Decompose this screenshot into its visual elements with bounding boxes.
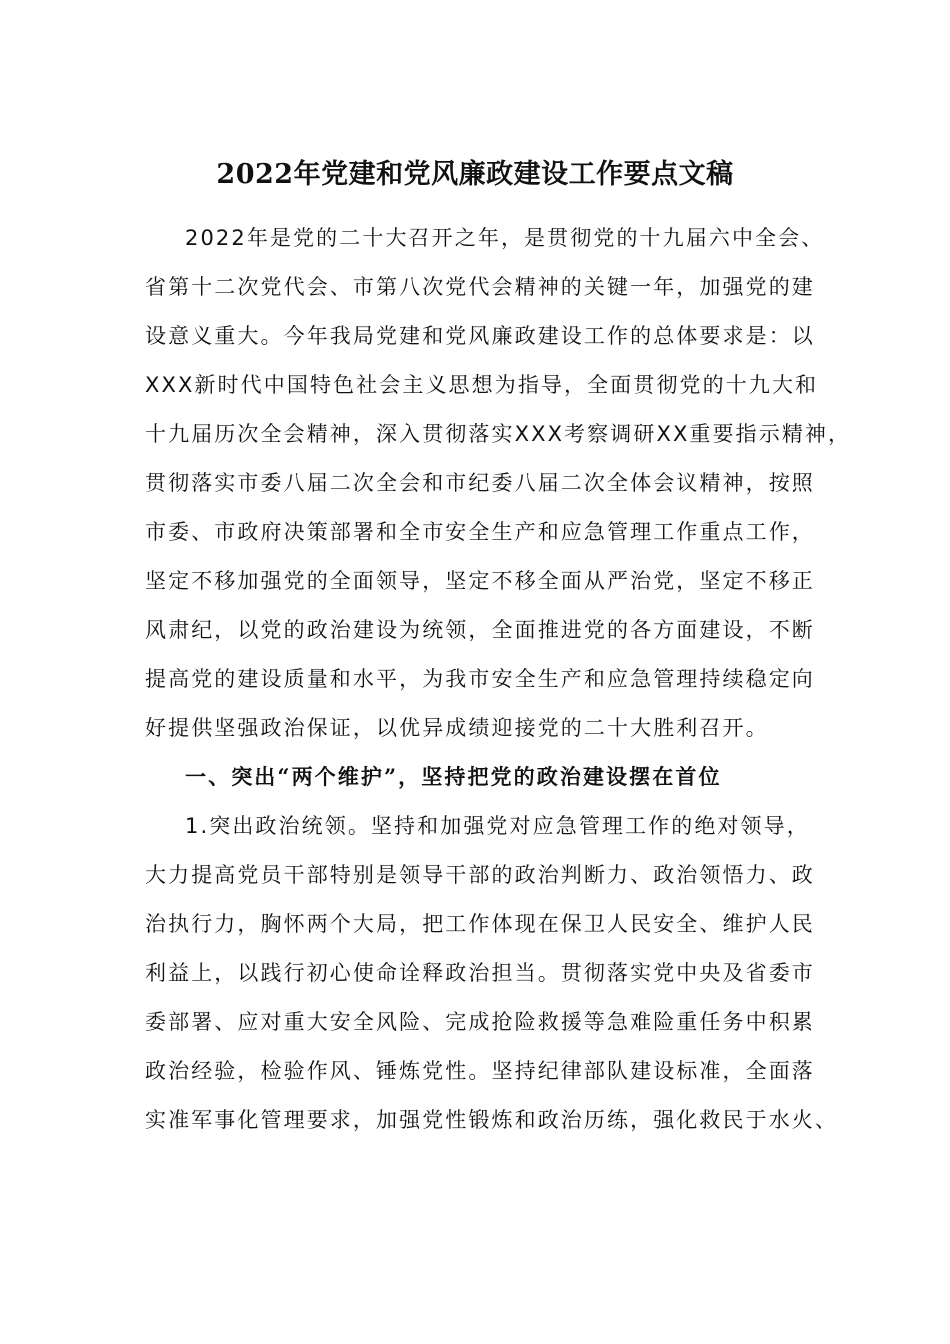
- section-heading: 一、突出“两个维护”，坚持把党的政治建设摆在首位: [185, 764, 722, 789]
- paragraph-line: 设意义重大。今年我局党建和党风廉政建设工作的总体要求是：以: [145, 324, 815, 348]
- paragraph-line: 贯彻落实市委八届二次全会和市纪委八届二次全体会议精神，按照: [145, 471, 815, 495]
- paragraph-line: 政治经验，检验作风、锤炼党性。坚持纪律部队建设标准，全面落: [145, 1059, 815, 1083]
- paragraph-line: 提高党的建设质量和水平，为我市安全生产和应急管理持续稳定向: [145, 667, 815, 691]
- paragraph-line: XXX新时代中国特色社会主义思想为指导，全面贯彻党的十九大和: [145, 373, 819, 397]
- paragraph-line: 实准军事化管理要求，加强党性锻炼和政治历练，强化救民于水火、: [145, 1108, 838, 1132]
- paragraph-line: 十九届历次全会精神，深入贯彻落实XXX考察调研XX重要指示精神，: [145, 422, 852, 446]
- paragraph-line: 坚定不移加强党的全面领导，坚定不移全面从严治党，坚定不移正: [145, 569, 815, 593]
- document-title: 2022年党建和党风廉政建设工作要点文稿: [216, 159, 734, 190]
- paragraph-line: 好提供坚强政治保证，以优异成绩迎接党的二十大胜利召开。: [145, 716, 769, 740]
- paragraph-line: 风肃纪，以党的政治建设为统领，全面推进党的各方面建设，不断: [145, 618, 815, 642]
- paragraph-line: 大力提高党员干部特别是领导干部的政治判断力、政治领悟力、政: [145, 863, 815, 887]
- paragraph-line: 2022年是党的二十大召开之年，是贯彻党的十九届六中全会、: [185, 226, 825, 250]
- paragraph-line: 市委、市政府决策部署和全市安全生产和应急管理工作重点工作，: [145, 520, 815, 544]
- paragraph-line: 委部署、应对重大安全风险、完成抢险救援等急难险重任务中积累: [145, 1010, 815, 1034]
- paragraph-line: 省第十二次党代会、市第八次党代会精神的关键一年，加强党的建: [145, 275, 815, 299]
- paragraph-line: 1.突出政治统领。坚持和加强党对应急管理工作的绝对领导，: [185, 814, 810, 838]
- paragraph-line: 治执行力，胸怀两个大局，把工作体现在保卫人民安全、维护人民: [145, 912, 815, 936]
- paragraph-line: 利益上，以践行初心使命诠释政治担当。贯彻落实党中央及省委市: [145, 961, 815, 985]
